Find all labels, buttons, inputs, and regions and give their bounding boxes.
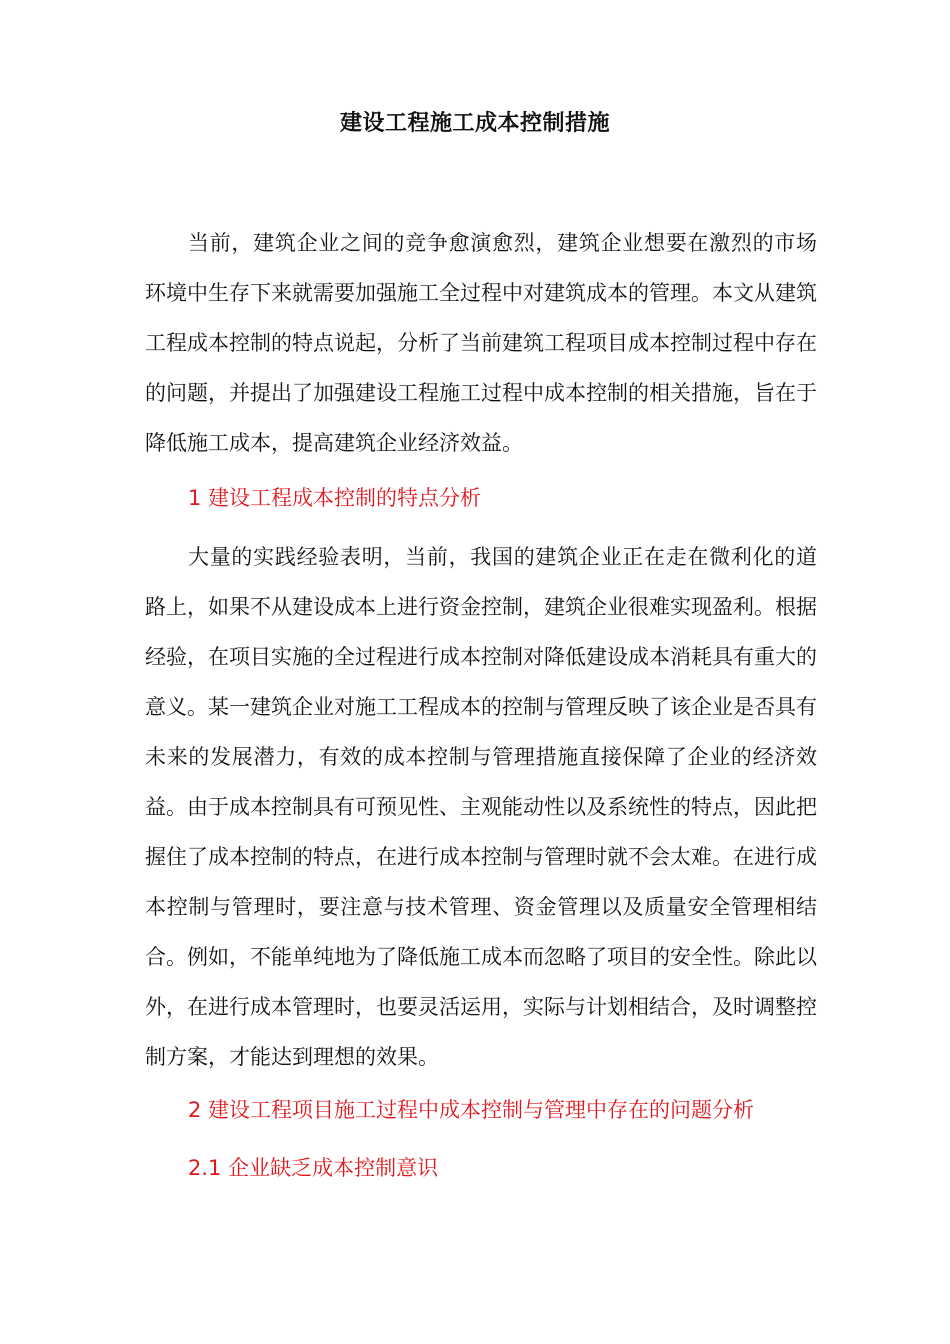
section-heading-2: 2 建设工程项目施工过程中成本控制与管理中存在的问题分析 xyxy=(188,1098,755,1122)
section-1-paragraph: 大量的实践经验表明，当前，我国的建筑企业正在走在微利化的道路上，如果不从建设成本上进行资金控制，建筑企业很难实现盈利。根据经验，在项目实施的全过程进行成本控制对降低建设成本消耗具有重大的意义。某一建筑企业对施工工程成本的控制与管理反映了该企业是否具有未来的发展潜力，有效的成本控制与管理措施直接保障了企业的经济效益。由于成本控制具有可预见性、主观能动性以及系统性的特点，因此把握住了成本控制的特点，在进行成本控制与管理时就不会太难。在进行成本控制与管理时，要注意与技术管理、资金管理以及质量安全管理相结合。例如，不能单纯地为了降低施工成本而忽略了项目的安全性。除此以外，在进行成本管理时，也要灵活运用，实际与计划相结合，及时调整控制方案，才能达到理想的效果。 xyxy=(145,545,817,1069)
subsection-heading-2-1: 2.1 企业缺乏成本控制意识 xyxy=(188,1156,439,1180)
intro-paragraph: 当前，建筑企业之间的竞争愈演愈烈，建筑企业想要在激烈的市场环境中生存下来就需要加强施工全过程中对建筑成本的管理。本文从建筑工程成本控制的特点说起，分析了当前建筑工程项目成本控制过程中存在的问题，并提出了加强建设工程施工过程中成本控制的相关措施，旨在于降低施工成本，提高建筑企业经济效益。 xyxy=(145,231,817,455)
document-title: 建设工程施工成本控制措施 xyxy=(339,111,610,136)
section-heading-1: 1 建设工程成本控制的特点分析 xyxy=(188,486,482,510)
